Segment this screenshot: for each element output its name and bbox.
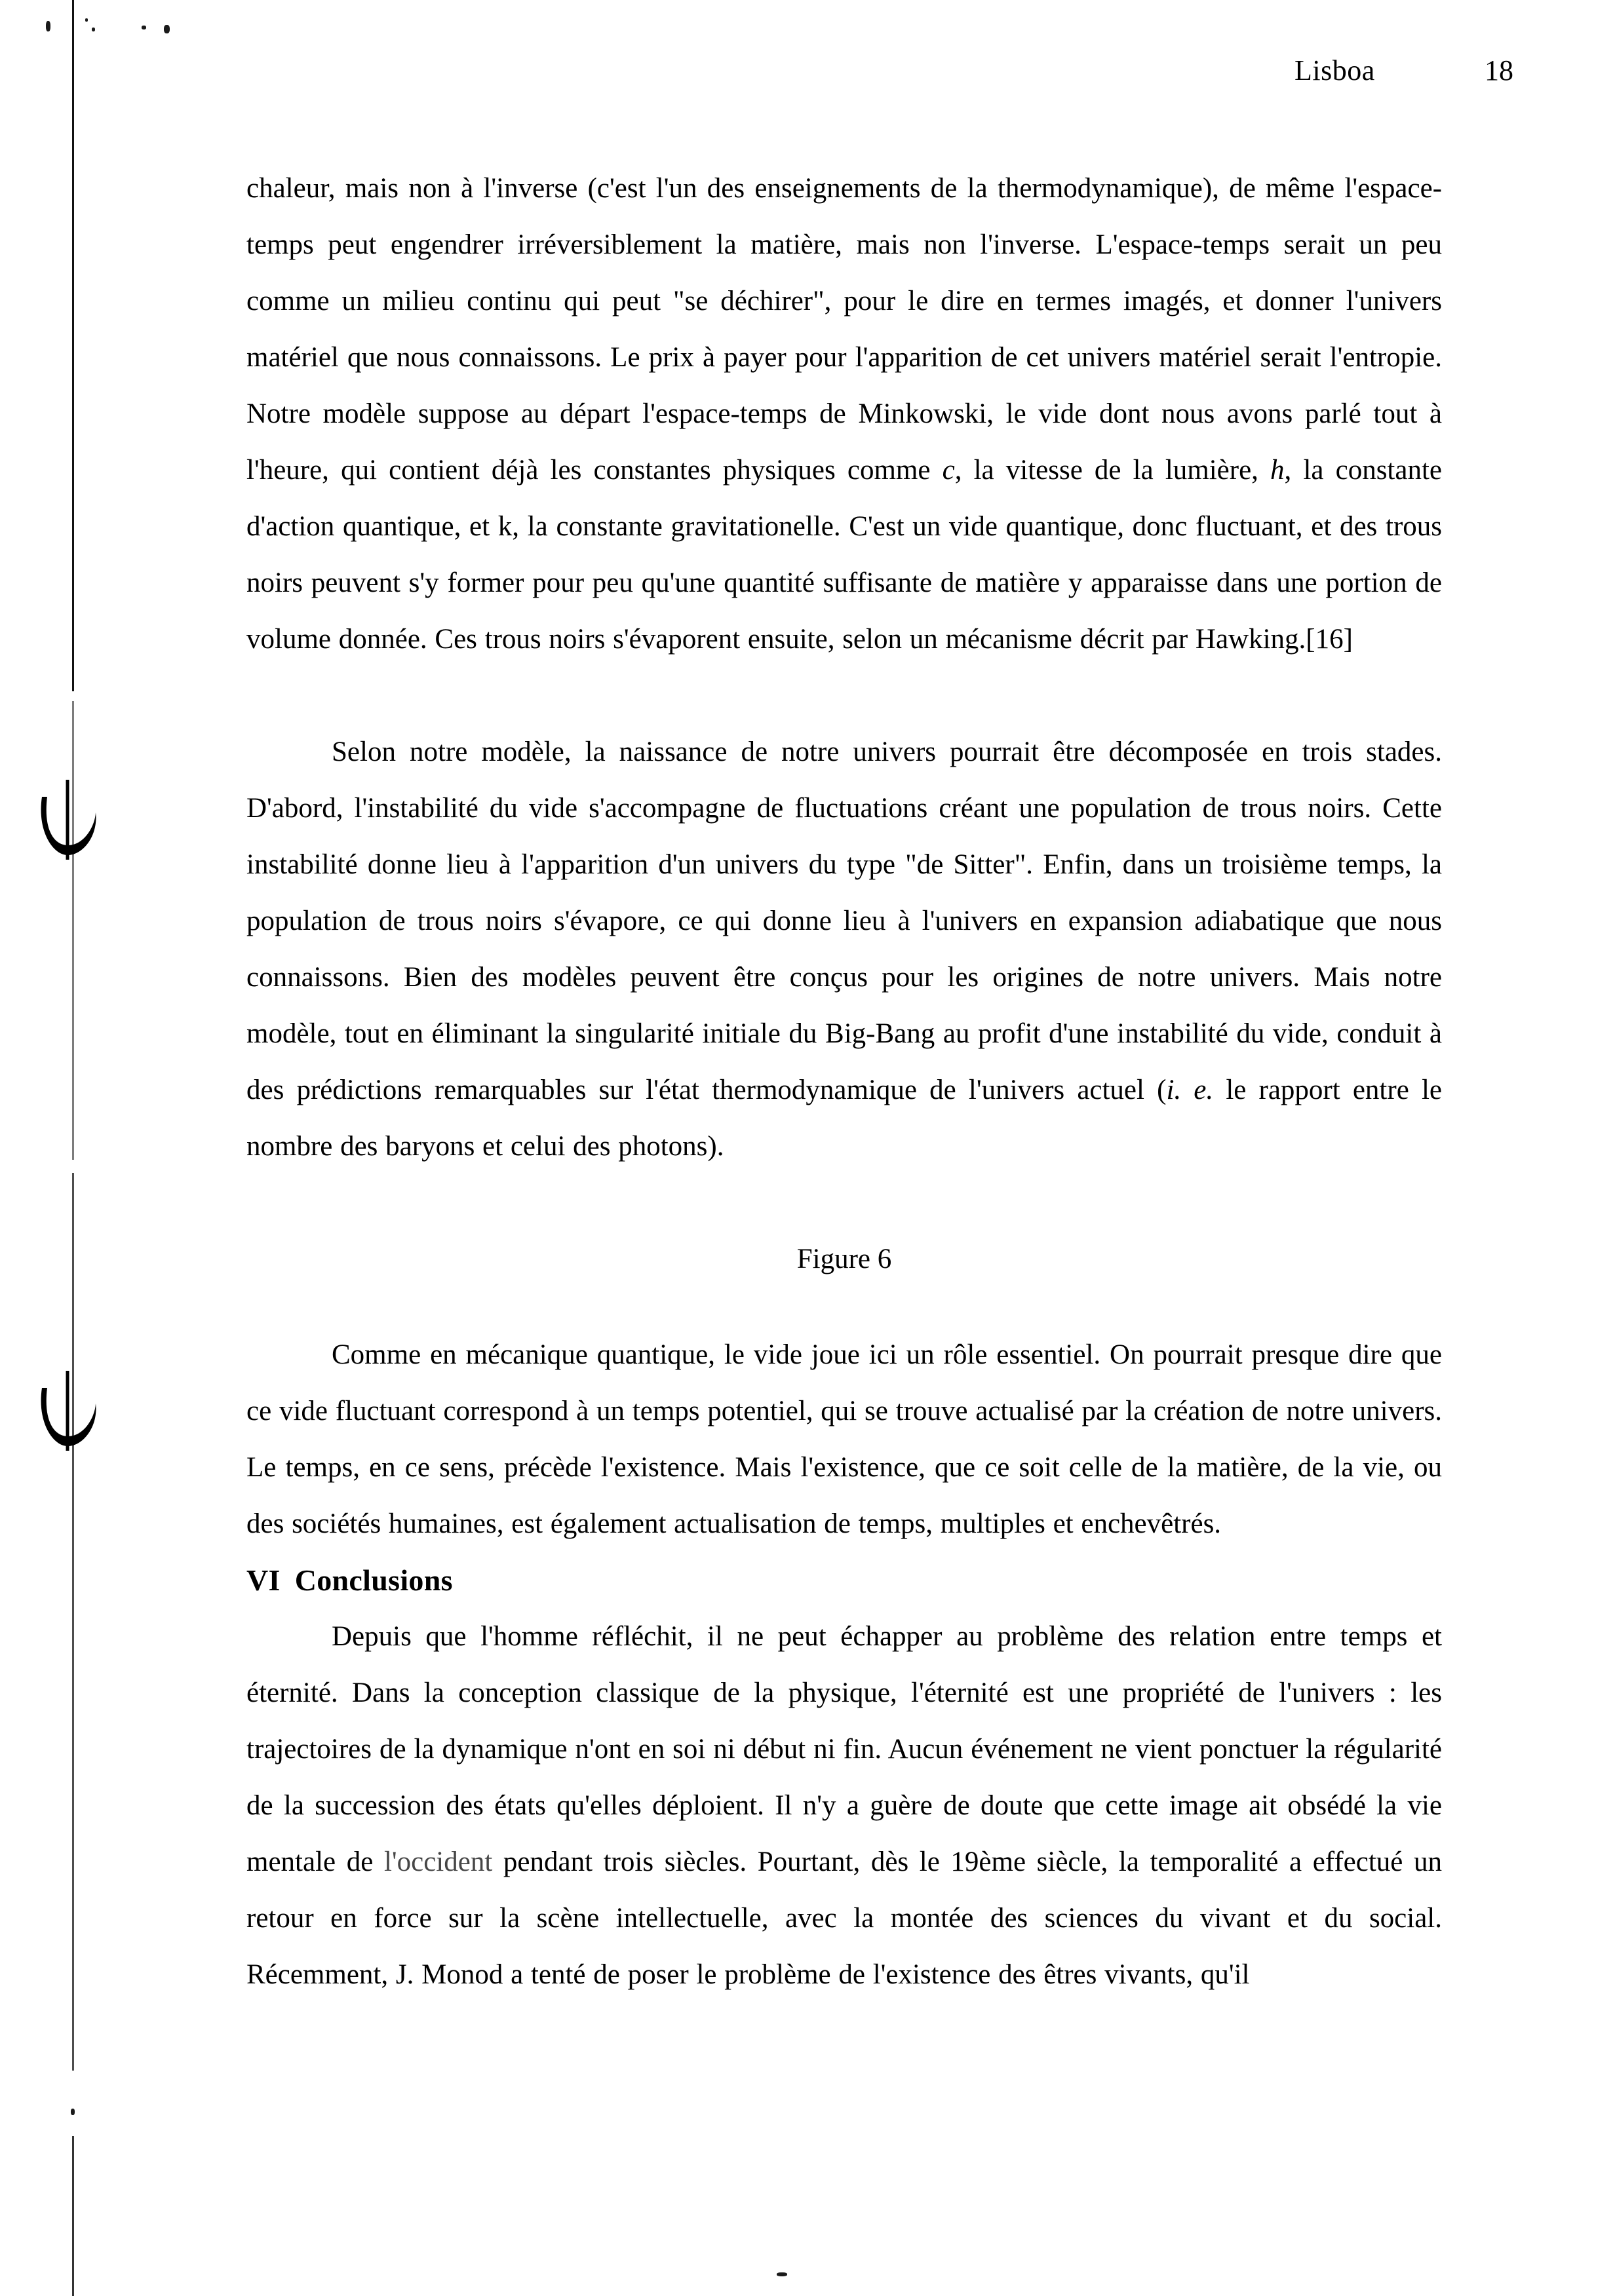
margin-hook-mark-2	[28, 1363, 113, 1461]
paragraph-1	[246, 161, 1442, 668]
paragraph-1-part-b: , la vitesse de la lumière,	[954, 455, 1271, 486]
paragraph-1-part-a: chaleur, mais non à l'inverse (c'est l'un des enseignements de la thermodynamique), de même l'espace-temps peut engendrer irréversiblement la matière, mais non l'inverse. L'espace-temps serait un peu comme un milieu continu qui peut "se déchirer", pour le dire en termes imagés, et donner l'univers matériel que nous connaissons. Le prix à payer pour l'apparition de cet univers matériel serait l'entropie. Notre modèle suppose au départ l'espace-temps de Minkowski, le vide dont nous avons parlé tout à l'heure, qui contient déjà les constantes physiques comme	[246, 173, 1442, 486]
paragraph-1-part-c: , la constante d'action quantique, et k, la constante gravitationelle. C'est un vide quantique, donc fluctuant, et des trous noirs peuvent s'y former pour peu qu'une quantité suffisante de matière y apparaisse dans une portion de volume donnée. Ces trous noirs s'évaporent ensuite, selon un mécanisme décrit par Hawking.[16]	[246, 455, 1442, 655]
scan-speck	[164, 25, 170, 33]
scan-speck	[142, 26, 146, 29]
binding-gutter-line	[72, 701, 74, 1160]
paragraph-2-part-a: Selon notre modèle, la naissance de notre univers pourrait être décomposée en trois stades. D'abord, l'instabilité du vide s'accompagne de fluctuations créant une population de trous noirs. Cette instabilité donne lieu à l'apparition d'un univers du type "de Sitter". Enfin, dans un troisième temps, la population de trous noirs s'évapore, ce qui donne lieu à l'univers en expansion adiabatique que nous connaissons. Bien des modèles peuvent être conçus pour les origines de notre univers. Mais notre modèle, tout en éliminant la singularité initiale du Big-Bang au profit d'une instabilité du vide, conduit à des prédictions remarquables sur l'état thermodynamique de l'univers actuel (	[246, 737, 1442, 1105]
binding-gutter-line	[72, 2136, 74, 2296]
scan-speck	[92, 28, 95, 31]
margin-hook-mark-1	[28, 772, 113, 870]
symbol-h: h	[1270, 455, 1285, 486]
page-number: 18	[1485, 54, 1513, 86]
section-heading-conclusions	[246, 1552, 1442, 1609]
scan-speck	[46, 21, 50, 31]
header-label: Lisboa	[1294, 54, 1375, 86]
paragraph-4-part-b: pendant trois siècles. Pourtant, dès le 19ème siècle, la temporalité a effectué un retour en force sur la scène intellectuelle, avec la montée des sciences du vivant et du social. Récemment, J. Monod a tenté de poser le problème de l'existence des êtres vivants, qu'il	[246, 1846, 1442, 1990]
binding-gutter-line	[72, 1173, 74, 2071]
paragraph-3: Comme en mécanique quantique, le vide joue ici un rôle essentiel. On pourrait presque dire que ce vide fluctuant correspond à un temps potentiel, qui se trouve actualisé par la création de notre univers. Le temps, en ce sens, précède l'existence. Mais l'existence, que ce soit celle de la matière, de la vie, ou des sociétés humaines, est également actualisation de temps, multiples et enchevêtrés.	[246, 1339, 1442, 1539]
abbrev-id-est: i. e.	[1166, 1075, 1214, 1105]
scan-speck	[777, 2272, 787, 2276]
paragraph-4-faded-word: l'occident	[383, 1846, 493, 1877]
paragraph-4	[246, 1609, 1442, 2003]
figure-caption: Figure 6	[796, 1244, 892, 1274]
paragraph-2	[246, 724, 1442, 1175]
section-title: Conclusions	[294, 1563, 453, 1597]
scan-speck	[85, 18, 88, 22]
binding-gutter-line	[72, 0, 74, 691]
scan-speck	[71, 2109, 75, 2115]
running-header	[0, 54, 1615, 100]
paragraph-4-part-a: Depuis que l'homme réfléchit, il ne peut échapper au problème des relation entre temps et éternité. Dans la conception classique de la physique, l'éternité est une propriété de l'univers : les trajectoires de la dynamique n'ont en soi ni début ni fin. Aucun événement ne vient ponctuer la régularité de la succession des états qu'elles déploient. Il n'y a guère de doute que cette image ait obsédé la vie mentale de	[246, 1621, 1442, 1877]
symbol-c: c	[942, 455, 955, 486]
paragraph-2-part-b: le rapport entre le nombre des baryons et celui des photons).	[246, 1075, 1442, 1162]
section-numeral: VI	[246, 1563, 281, 1597]
text-column	[246, 161, 1442, 2003]
